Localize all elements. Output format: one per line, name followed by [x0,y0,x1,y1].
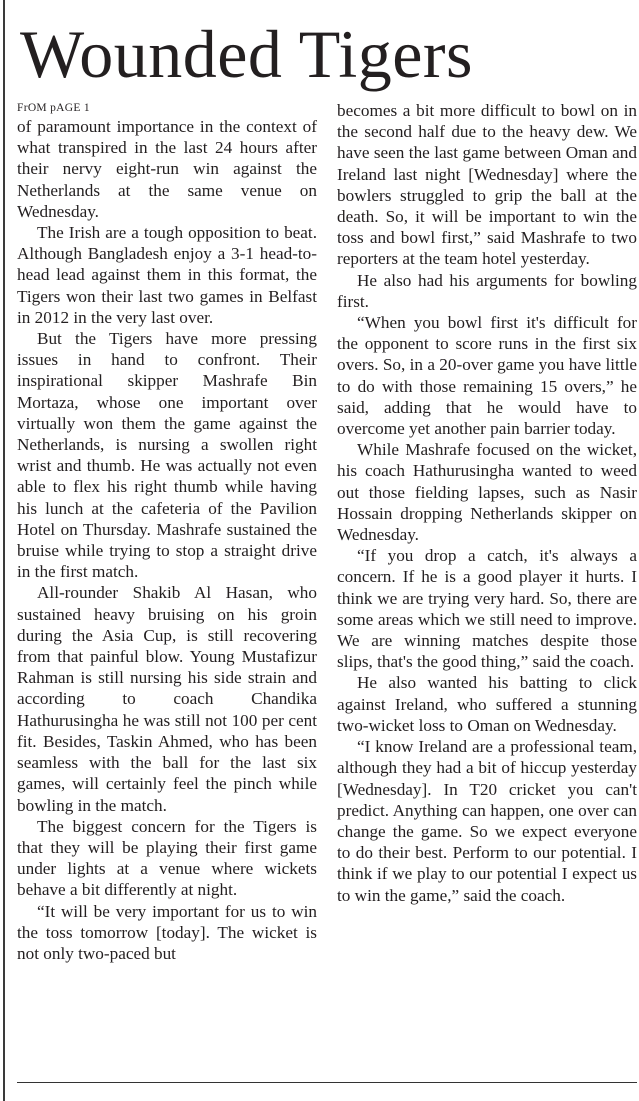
paragraph: “It will be very important for us to win the toss tomorrow [today]. The wicket is not only two-paced but [17,901,317,963]
paragraph: becomes a bit more difficult to bowl on in the second half due to the heavy dew. We have seen the last game between Oman and Ireland last night [Wednesday] where the bowlers struggled to grip the ball at the death. So, it will be important to win the toss and bowl first,” said Mashrafe to two reporters at the team hotel yesterday. [337,101,637,269]
left-column [17,100,317,964]
paragraph: He also wanted his batting to click against Ireland, who suffered a stunning two-wicket loss to Oman on Wednesday. [337,673,637,735]
paragraph: He also had his arguments for bowling first. [337,270,637,311]
right-column [337,100,637,906]
headline: Wounded Tigers [20,16,474,92]
paragraph: “If you drop a catch, it's always a concern. If he is a good player it hurts. I think we are trying very hard. So, there are some areas which we still need to improve. We are winning matches despite those slips, that's the good thing,” said the coach. [337,546,637,672]
jump-line: FrOM pAGE 1 [17,102,90,114]
paragraph: “I know Ireland are a professional team, although they had a bit of hiccup yesterday [Wednesday]. In T20 cricket you can't predict. Anything can happen, one over can change the game. So we expect everyone to do their best. Perform to our potential. I think if we play to our potential I expect us to win the game,” said the coach. [337,737,637,905]
paragraph: The Irish are a tough opposition to beat. Although Bangladesh enjoy a 3-1 head-to-head lead against them in this format, the Tigers won their last two games in Belfast in 2012 in the very last over. [17,223,317,327]
paragraph: The biggest concern for the Tigers is that they will be playing their first game under lights at a venue where wickets behave a bit differently at night. [17,816,317,900]
next-article-headline-cropped [17,1090,637,1101]
paragraph: of paramount importance in the context of what transpired in the last 24 hours after their nervy eight-run win against the Netherlands at the same venue on Wednesday. [17,117,317,221]
section-divider [17,1082,637,1083]
column-border [3,0,5,1101]
paragraph: All-rounder Shakib Al Hasan, who sustained heavy bruising on his groin during the Asia Cup, is still recovering from that painful blow. Young Mustafizur Rahman is still nursing his side strain and according to coach Chandika Hathurusingha he was still not 100 per cent fit. Besides, Taskin Ahmed, who has been seamless with the ball for the last six games, will certainly feel the pinch while bowling in the match. [17,583,317,815]
paragraph: But the Tigers have more pressing issues in hand to confront. Their inspirational skipper Mashrafe Bin Mortaza, whose one important over virtually won them the game against the Netherlands, is nursing a swollen right wrist and thumb. He was actually not even able to flex his right thumb while having his lunch at the cafeteria of the Pavilion Hotel on Thursday. Mashrafe sustained the bruise while trying to stop a straight drive in the first match. [17,329,317,582]
paragraph: While Mashrafe focused on the wicket, his coach Hathurusingha wanted to weed out those fielding lapses, such as Nasir Hossain dropping Netherlands skipper on Wednesday. [337,440,637,545]
paragraph: “When you bowl first it's difficult for the opponent to score runs in the first six overs. So, in a 20-over game you have little to do with those remaining 15 overs,” he said, adding that he would have to overcome yet another pain barrier today. [337,313,637,439]
